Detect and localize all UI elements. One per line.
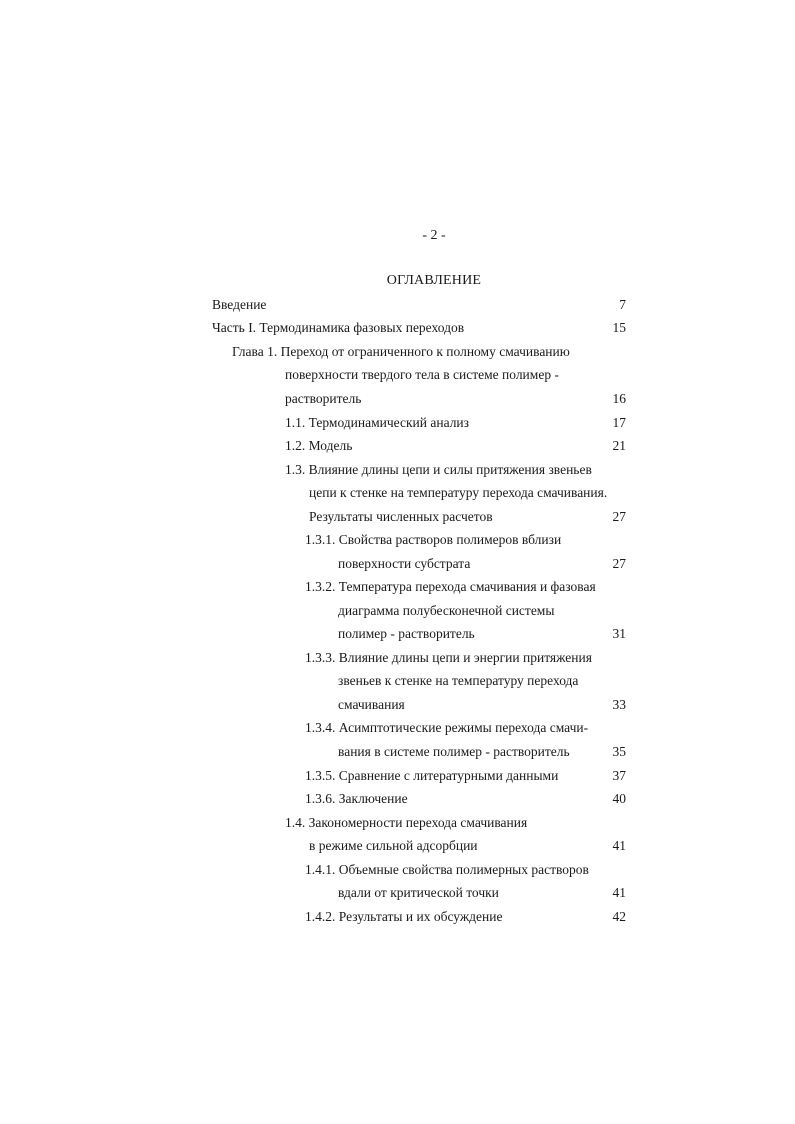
toc-entry-1-3-4[interactable]: 1.3.4. Асимптотические режимы перехода смачи- [305, 720, 589, 735]
toc-entry-1-3-3-end: смачивания [338, 697, 405, 712]
toc-page-1-4-2: 42 [612, 909, 626, 924]
toc-page-introduction: 7 [619, 297, 626, 312]
toc-page-1-3-4: 35 [612, 744, 626, 759]
toc-page-part-1: 15 [612, 320, 626, 335]
toc-entry-1-3-1[interactable]: 1.3.1. Свойства растворов полимеров вблизи [305, 532, 562, 547]
toc-page-chapter-1: 16 [612, 391, 626, 406]
toc-entry-1-3-cont: цепи к стенке на температуру перехода смачивания. [309, 485, 608, 500]
toc-entry-1-4[interactable]: 1.4. Закономерности перехода смачивания [285, 815, 528, 830]
toc-title: ОГЛАВЛЕНИЕ [386, 273, 482, 288]
toc-page-1-3-6: 40 [612, 791, 626, 806]
toc-entry-1-4-1-end: вдали от критической точки [338, 885, 499, 900]
toc-entry-1-3-3[interactable]: 1.3.3. Влияние длины цепи и энергии притяжения [305, 650, 592, 665]
toc-entry-1-3[interactable]: 1.3. Влияние длины цепи и силы притяжения звеньев [285, 462, 592, 477]
toc-page-1-3-3: 33 [612, 697, 626, 712]
toc-entry-1-3-1-end: поверхности субстрата [338, 556, 471, 571]
toc-page-1-1: 17 [612, 415, 626, 430]
toc-entry-1-1[interactable]: 1.1. Термодинамический анализ [285, 415, 469, 430]
toc-entry-1-4-2[interactable]: 1.4.2. Результаты и их обсуждение [305, 909, 503, 924]
toc-entry-1-3-3-cont: звеньев к стенке на температуру перехода [338, 673, 579, 688]
toc-entry-chapter-1-end: растворитель [285, 391, 362, 406]
toc-page-1-3-1: 27 [612, 556, 626, 571]
toc-page-1-3-5: 37 [612, 768, 626, 783]
toc-entry-part-1[interactable]: Часть I. Термодинамика фазовых переходов [212, 320, 465, 335]
toc-page-1-2: 21 [612, 438, 626, 453]
toc-page-1-4: 41 [612, 838, 626, 853]
page-number: - 2 - [422, 228, 446, 243]
toc-entry-1-4-1[interactable]: 1.4.1. Объемные свойства полимерных растворов [305, 862, 589, 877]
toc-entry-1-3-6[interactable]: 1.3.6. Заключение [305, 791, 408, 806]
toc-entry-1-3-end: Результаты численных расчетов [309, 509, 493, 524]
toc-entry-1-3-2[interactable]: 1.3.2. Температура перехода смачивания и фазовая [305, 579, 596, 594]
toc-entry-1-3-5[interactable]: 1.3.5. Сравнение с литературными данными [305, 768, 559, 783]
toc-page-1-3: 27 [612, 509, 626, 524]
toc-entry-1-3-2-end: полимер - растворитель [338, 626, 475, 641]
toc-entry-chapter-1-cont: поверхности твердого тела в системе полимер - [285, 367, 559, 382]
toc-entry-introduction[interactable]: Введение [212, 297, 267, 312]
toc-page-1-4-1: 41 [612, 885, 626, 900]
toc-page-1-3-2: 31 [612, 626, 626, 641]
toc-entry-1-4-end: в режиме сильной адсорбции [309, 838, 478, 853]
toc-entry-chapter-1[interactable]: Глава 1. Переход от ограниченного к полному смачиванию [232, 344, 570, 359]
toc-entry-1-2[interactable]: 1.2. Модель [285, 438, 353, 453]
toc-entry-1-3-2-cont: диаграмма полубесконечной системы [338, 603, 555, 618]
toc-entry-1-3-4-end: вания в системе полимер - растворитель [338, 744, 570, 759]
